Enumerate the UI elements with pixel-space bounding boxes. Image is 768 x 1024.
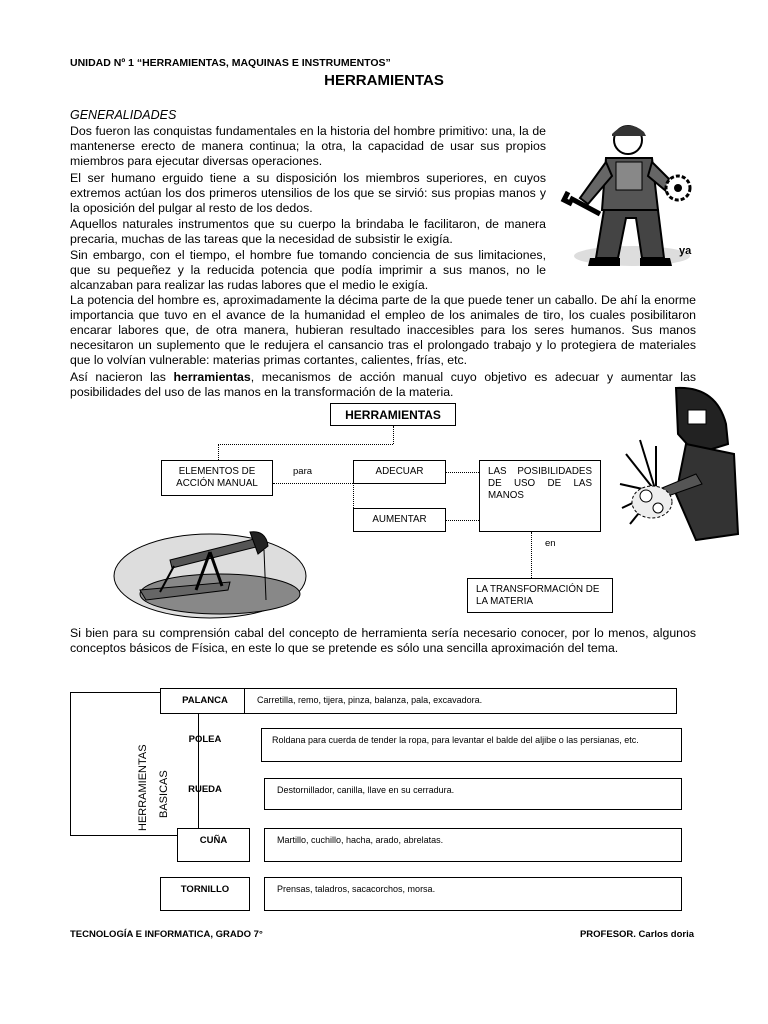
connector [531, 532, 532, 578]
connector [446, 472, 479, 473]
paragraph-4: Sin embargo, con el tiempo, el hombre fue tomando conciencia de sus limitaciones, que su pequeñez y la reducida potencia que podía imprimir a sus manos, no le alcanzaban para realizar las rudas labores que el medio le exigía. [70, 248, 546, 292]
connector-label-para: para [293, 466, 313, 477]
tool-examples-rueda: Destornillador, canilla, llave en su cerradura. [264, 778, 682, 810]
connector [218, 444, 393, 445]
concept-aumentar: AUMENTAR [353, 508, 446, 532]
tool-examples-cuna: Martillo, cuchillo, hacha, arado, abrelatas. [264, 828, 682, 862]
connector [393, 426, 394, 444]
section-title: GENERALIDADES [70, 108, 177, 122]
concept-elements: ELEMENTOS DE ACCIÓN MANUAL [161, 460, 273, 496]
paragraph-6-start: Así nacieron las [70, 370, 174, 384]
image-caption: ya [679, 245, 692, 257]
paragraph-1: Dos fueron las conquistas fundamentales en la historia del hombre primitivo: una, la de mantenerse erecto de manera continua; la otra, la capacidad de usar sus propios miembros para ejecutar diversas operaciones. [70, 124, 546, 168]
side-label-herramientas: HERRAMIENTAS [137, 744, 149, 831]
paragraph-6-end: , mecanismos de acción manual cuyo objetivo es adecuar y aumentar las posibilidades del uso de las manos en la transformación de la materia. [70, 370, 696, 399]
concept-transformacion: LA TRANSFORMACIÓN DE LA MATERIA [467, 578, 613, 613]
paragraph-7: Si bien para su comprensión cabal del concepto de herramienta sería necesario conocer, por lo menos, algunos conceptos básicos de Física, en este lo que se pretende es sólo una sencilla aproximación del tema. [70, 626, 696, 655]
tool-examples-tornillo: Prensas, taladros, sacacorchos, morsa. [264, 877, 682, 911]
paragraph-3: Aquellos naturales instrumentos que su cuerpo la brindaba le facilitaron, de manera precaria, muchas de las tareas que la necesidad de subsistir le exigía. [70, 217, 546, 246]
paragraph-2: El ser humano erguido tiene a su disposición los miembros superiores, en cuyos extremos actúan los dos primeros utensilios de los que se sirvió: sus propias manos y la oposición del pulgar al resto de los dedos. [70, 171, 546, 215]
tool-name-tornillo: TORNILLO [160, 877, 250, 911]
concept-posibilidades: LAS POSIBILIDADES DE USO DE LAS MANOS [479, 460, 601, 532]
connector [273, 483, 353, 484]
unit-heading: UNIDAD Nº 1 “HERRAMIENTAS, MAQUINAS E INSTRUMENTOS” [70, 57, 391, 69]
concept-adecuar: ADECUAR [353, 460, 446, 484]
page-title: HERRAMIENTAS [324, 72, 444, 89]
tool-name-palanca: PALANCA [160, 688, 250, 714]
tool-name-polea: POLEA [188, 734, 222, 745]
tool-name-rueda: RUEDA [188, 784, 222, 795]
connector [446, 520, 479, 521]
tool-examples-polea: Roldana para cuerda de tender la ropa, para levantar el balde del aljibe o las persianas, etc. [261, 728, 682, 762]
footer-course: TECNOLOGÍA E INFORMATICA, GRADO 7° [70, 929, 263, 940]
side-label-basicas: BASICAS [158, 770, 170, 818]
oil-pump-illustration [110, 520, 310, 630]
paragraph-5: La potencia del hombre es, aproximadamente la décima parte de la que puede tener un caballo. De ahí la enorme importancia que tuvo en el avance de la humanidad el empleo de los animales de tiro, los cuales posibilitaron encarar labores que, de otra manera, hubieran resultado inaccesibles para los seres humanos. Sus manos necesitaron un suplemento que le redujera el cansancio tras el prolongado trabajo y lo protegiera de materiales que lo volvían vulnerable: materias primas cortantes, calientes, frías, etc. [70, 293, 696, 367]
tool-name-cuna: CUÑA [177, 828, 250, 862]
concept-root: HERRAMIENTAS [330, 403, 456, 426]
connector [218, 444, 219, 460]
paragraph-6 [70, 370, 696, 400]
tool-examples-palanca: Carretilla, remo, tijera, pinza, balanza, pala, excavadora. [244, 688, 677, 714]
connector-label-en: en [545, 538, 556, 549]
footer-teacher: PROFESOR. Carlos doria [579, 929, 694, 940]
welder-illustration [616, 384, 740, 544]
herramientas-keyword: herramientas [173, 370, 251, 384]
